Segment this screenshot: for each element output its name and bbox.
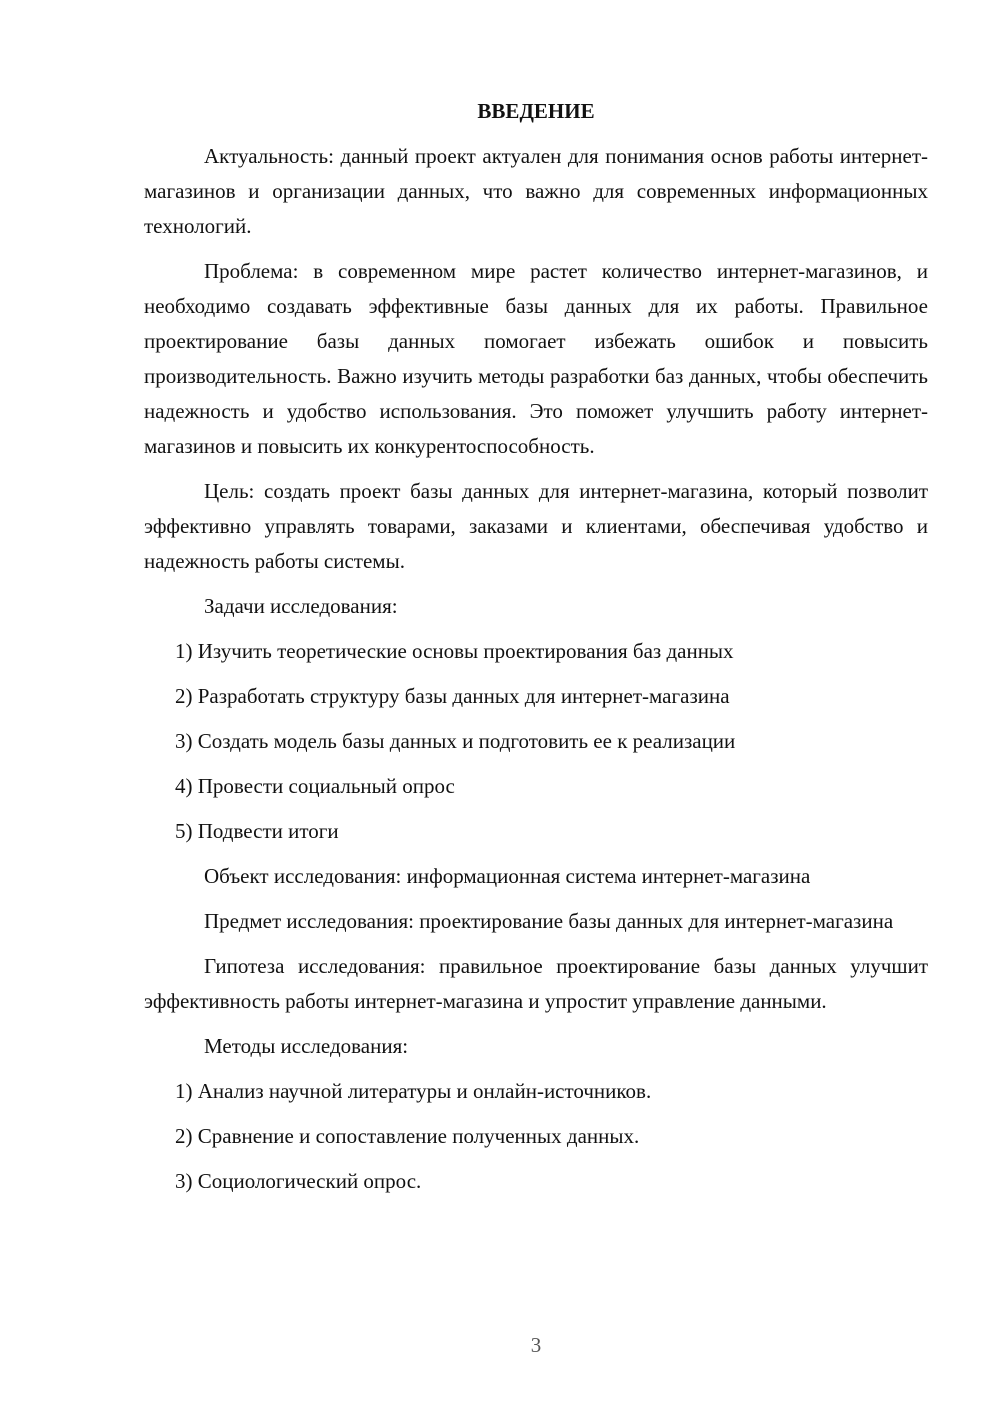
task-item-3: 3) Создать модель базы данных и подготовить ее к реализации — [175, 729, 736, 753]
object-paragraph: Объект исследования: информационная система интернет-магазина — [204, 864, 811, 888]
task-item-5: 5) Подвести итоги — [175, 819, 339, 843]
subject-paragraph: Предмет исследования: проектирование базы данных для интернет-магазина — [204, 909, 894, 933]
document-page — [144, 94, 928, 1209]
hypothesis-paragraph: Гипотеза исследования: правильное проектирование базы данных улучшит эффективность работы интернет-магазина и упростит управление данными. — [144, 954, 928, 1013]
task-item-4: 4) Провести социальный опрос — [175, 774, 455, 798]
page-title: ВВЕДЕНИЕ — [477, 99, 595, 123]
method-item-2: 2) Сравнение и сопоставление полученных данных. — [175, 1124, 640, 1148]
task-item-2: 2) Разработать структуру базы данных для интернет-магазина — [175, 684, 730, 708]
problem-paragraph: Проблема: в современном мире растет количество интернет-магазинов, и необходимо создавать эффективные базы данных для их работы. Правильное проектирование базы данных помогает избежать ошибок и повысить производительность. Важно изучить методы разработки баз данных, чтобы обеспечить надежность и удобство использования. Это поможет улучшить работу интернет-магазинов и повысить их конкурентоспособность. — [144, 259, 928, 458]
relevance-paragraph: Актуальность: данный проект актуален для понимания основ работы интернет-магазинов и организации данных, что важно для современных информационных технологий. — [144, 144, 928, 238]
tasks-heading: Задачи исследования: — [204, 594, 398, 618]
method-item-1: 1) Анализ научной литературы и онлайн-источников. — [175, 1079, 652, 1103]
method-item-3: 3) Социологический опрос. — [175, 1169, 422, 1193]
methods-heading: Методы исследования: — [204, 1034, 409, 1058]
goal-paragraph: Цель: создать проект базы данных для интернет-магазина, который позволит эффективно управлять товарами, заказами и клиентами, обеспечивая удобство и надежность работы системы. — [144, 479, 928, 573]
page-number: 3 — [530, 1333, 542, 1357]
task-item-1: 1) Изучить теоретические основы проектирования баз данных — [175, 639, 734, 663]
